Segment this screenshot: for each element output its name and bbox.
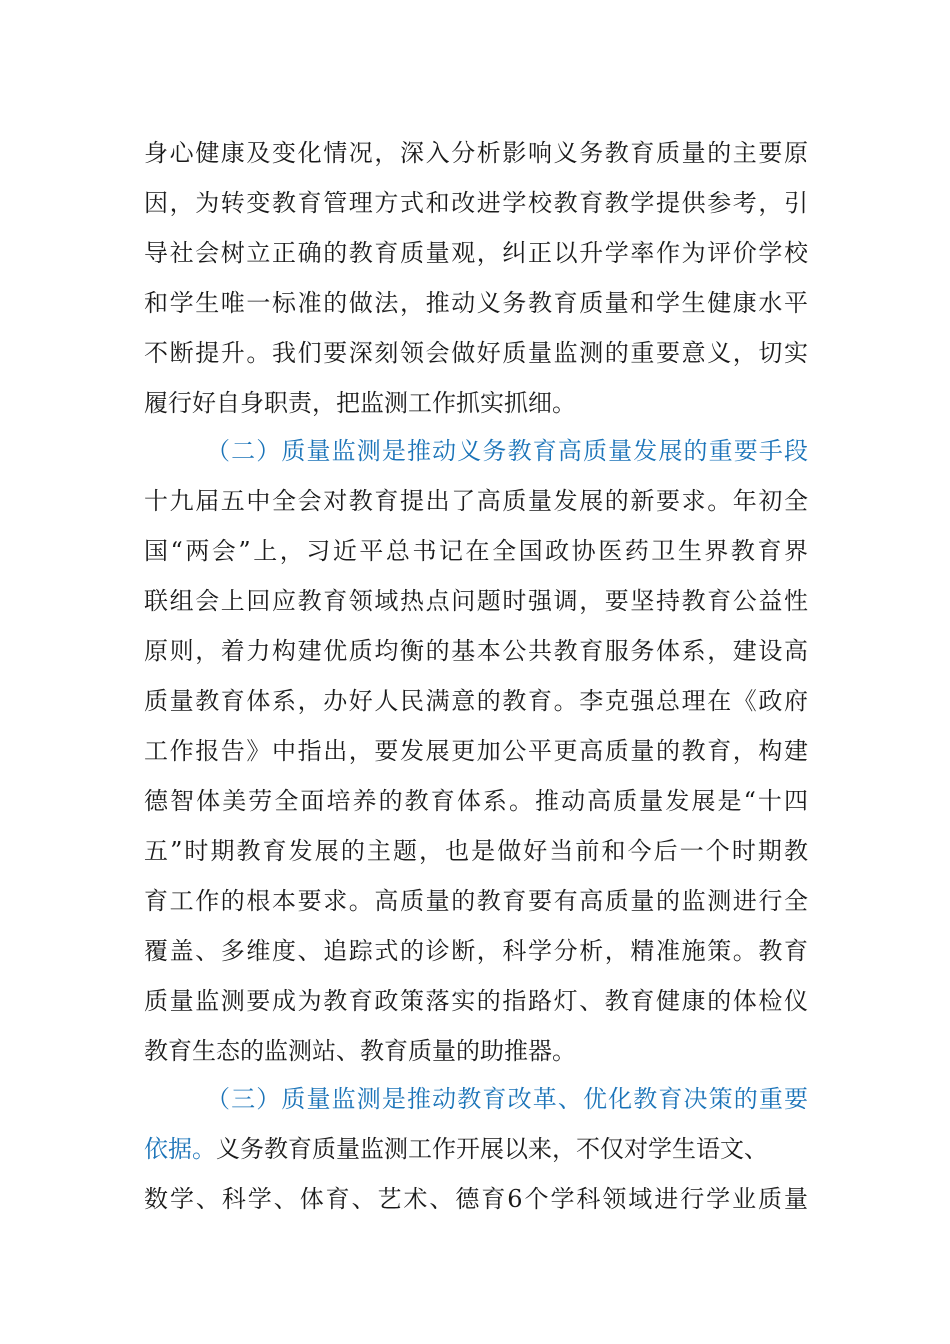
- paragraph-line: 工作报告》中指出，要发展更加公平更高质量的教育，构建: [144, 737, 808, 765]
- paragraph-line: 十九届五中全会对教育提出了高质量发展的新要求。年初全: [144, 487, 808, 515]
- paragraph-line: 不断提升。我们要深刻领会做好质量监测的重要意义，切实: [144, 339, 808, 367]
- paragraph-line: 履行好自身职责，把监测工作抓实抓细。: [144, 389, 576, 417]
- paragraph-line: 覆盖、多维度、追踪式的诊断，科学分析，精准施策。教育: [144, 937, 808, 965]
- paragraph-line: 五”时期教育发展的主题，也是做好当前和今后一个时期教: [144, 837, 808, 865]
- mixed-line: [144, 1124, 808, 1174]
- paragraph-line: 德智体美劳全面培养的教育体系。推动高质量发展是“十四: [144, 787, 808, 815]
- section-heading-3-continued: 依据。: [144, 1135, 216, 1163]
- paragraph-line: 导社会树立正确的教育质量观，纠正以升学率作为评价学校: [144, 239, 808, 267]
- paragraph-line: 质量监测要成为教育政策落实的指路灯、教育健康的体检仪: [144, 987, 808, 1015]
- paragraph-line: 教育生态的监测站、教育质量的助推器。: [144, 1037, 576, 1065]
- section-heading-2: （二）质量监测是推动义务教育高质量发展的重要手段: [206, 437, 808, 465]
- paragraph-text: 义务教育质量监测工作开展以来，不仅对学生语文、: [216, 1135, 768, 1163]
- paragraph-line: 身心健康及变化情况，深入分析影响义务教育质量的主要原: [144, 139, 808, 167]
- paragraph-line: 因，为转变教育管理方式和改进学校教育教学提供参考，引: [144, 189, 808, 217]
- paragraph-line: 质量教育体系，办好人民满意的教育。李克强总理在《政府: [144, 687, 808, 715]
- paragraph-line: 和学生唯一标准的做法，推动义务教育质量和学生健康水平: [144, 289, 808, 317]
- section-heading-3: （三）质量监测是推动教育改革、优化教育决策的重要: [206, 1085, 808, 1113]
- paragraph-line: 育工作的根本要求。高质量的教育要有高质量的监测进行全: [144, 887, 808, 915]
- paragraph-line: 联组会上回应教育领域热点问题时强调，要坚持教育公益性: [144, 587, 808, 615]
- paragraph-line: 数学、科学、体育、艺术、德育6个学科领域进行学业质量: [144, 1185, 808, 1213]
- paragraph-line: 国“两会”上，习近平总书记在全国政协医药卫生界教育界: [144, 537, 808, 565]
- paragraph-line: 原则，着力构建优质均衡的基本公共教育服务体系，建设高: [144, 637, 808, 665]
